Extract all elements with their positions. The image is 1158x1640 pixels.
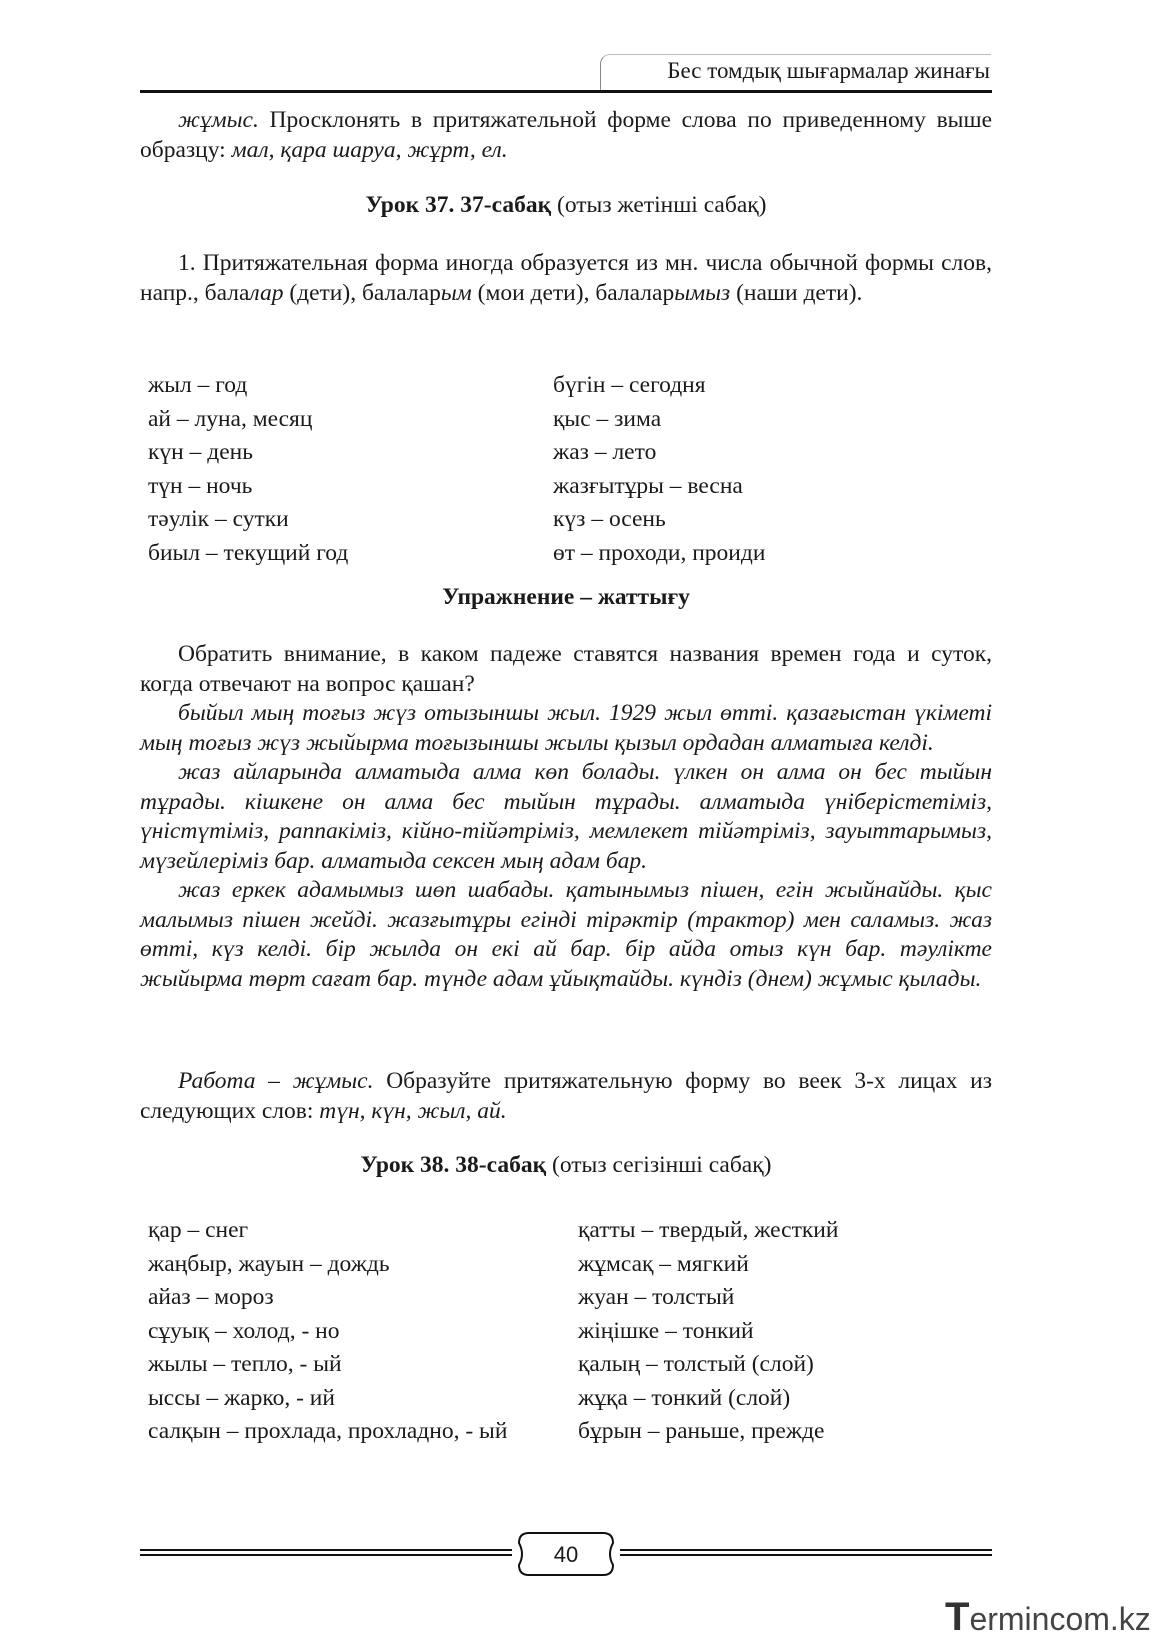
vocabulary-term-left: тәулік – сутки [148,506,289,532]
vocabulary-row [148,1248,948,1282]
italic-passage-3: жаз еркек адамымыз шөп шабады. қатынымыз пішен, егін жыйнайды. қыс малымыз пішен жейді. жазғытұры егінді тірәктір (трактор) мен саламыз. жаз өтті, күз келді. бір жылда он екі ай бар. бір айда отыз күн бар. тәулікте жыйырма төрт сағат бар. түнде адам ұйықтайды. күндіз (днем) жұмыс қылады. [140,877,992,992]
lesson-38-subtitle: (отыз сегізінші сабақ) [546,1152,772,1178]
intro-paragraph [140,106,992,165]
intro-italic-words: мал, қара шаруа, жұрт, ел. [231,136,508,163]
work-text: Образуйте притяжательную форму во веек 3-х лицах из следующих слов: [140,1068,992,1124]
vocabulary-term-left: салқын – прохлада, прохладно, - ый [148,1418,508,1444]
work-italic-words: түн, күн, жыл, ай. [319,1097,507,1124]
para1-text-3: (мои дети), балалар [471,279,675,306]
work-italic-lead: Работа – жұмыс. [178,1068,374,1094]
vocabulary-rows-2 [148,1214,948,1449]
vocabulary-list-1 [148,369,948,570]
vocabulary-term-right: бұрын – раньше, прежде [578,1418,825,1444]
lesson-37-subtitle: (отыз жетінші сабақ) [551,192,767,218]
vocabulary-term-left: ай – луна, месяц [148,405,313,432]
possessive-paragraph [140,249,992,308]
vocabulary-term-left: жаңбыр, жауын – дождь [148,1250,390,1277]
vocabulary-term-left: жыл – год [148,372,248,398]
exercise-heading: Упражнение – жаттығу [442,584,690,610]
vocabulary-row [148,1348,948,1382]
vocabulary-term-right: өт – проходи, проиди [553,539,766,566]
vocabulary-list-2 [148,1214,948,1449]
vocabulary-term-left: сұуық – холод, - но [148,1317,340,1344]
lesson-37-title: Урок 37. 37-сабақ [365,192,552,218]
vocabulary-row [148,403,948,437]
para1-italic-2: ым [440,279,472,306]
vocabulary-row [148,1281,948,1315]
italic-passage-1: быйыл мың тоғыз жүз отызыншы жыл. 1929 жыл өтті. қазағыстан үкіметі мың тоғыз жүз жыйырма тоғызыншы жылы қызыл ордадан алматыға келді. [140,700,992,756]
intro-text: Просклонять в притяжательной форме слова по приведенному выше образцу: [140,107,992,163]
lesson-38-heading [140,1152,992,1179]
watermark-rest: erminc [969,1601,1066,1637]
vocabulary-term-right: жаз – лето [553,439,657,465]
watermark-end: m.kz [1083,1601,1151,1637]
intro-italic-lead: жұмыс. [178,107,259,133]
vocabulary-row [148,1415,948,1449]
footer-rule-left [140,1549,512,1556]
vocabulary-term-right: жұмсақ – мягкий [578,1250,749,1277]
vocabulary-term-right: жазғытұры – весна [553,472,743,499]
vocabulary-row [148,1382,948,1416]
para1-text-4: (наши дети). [730,279,863,306]
vocabulary-term-left: түн – ночь [148,472,253,499]
vocabulary-row [148,369,948,403]
vocabulary-rows-1 [148,369,948,570]
watermark-t: T [945,1595,970,1639]
watermark-o: o [1065,1601,1084,1637]
vocabulary-term-left: ыссы – жарко, - ий [148,1384,335,1411]
vocabulary-term-right: қыс – зима [553,405,662,432]
vocabulary-term-right: бүгін – сегодня [553,372,706,398]
vocabulary-term-left: айаз – мороз [148,1284,274,1310]
vocabulary-term-right: күз – осень [553,506,666,532]
vocabulary-term-right: қалың – толстый (слой) [578,1351,814,1377]
page-number: 40 [553,1542,579,1567]
exercise-body [140,640,992,994]
vocabulary-row [148,503,948,537]
lesson-37-heading [140,192,992,219]
vocabulary-term-left: жылы – тепло, - ый [148,1351,342,1377]
vocabulary-term-right: жуан – толстый [578,1284,735,1310]
italic-passage-2: жаз айларында алматыда алма көп болады. үлкен он алма он бес тыйын тұрады. кішкене он алма бес тыйын тұрады. алматыда үніберістетіміз, үністүтіміз, раппакіміз, кійно-тійәтріміз, мемлекет тійәтріміз, зауыттарымыз, мүзейлеріміз бар. алматыда сексен мың адам бар. [140,759,992,874]
vocabulary-term-left: күн – день [148,439,253,465]
para1-italic-3: ымыз [674,279,731,306]
vocabulary-term-right: жіңішке – тонкий [578,1317,754,1344]
vocabulary-term-left: қар – снег [148,1217,249,1243]
running-header: Бес томдық шығармалар жинағы [667,58,990,83]
lesson-38-title: Урок 38. 38-сабақ [360,1152,547,1178]
vocabulary-row [148,1315,948,1349]
para1-text-2: (дети), балалар [283,279,441,306]
para1-italic-1: лар [249,279,284,306]
vocabulary-row [148,537,948,571]
vocabulary-term-left: биыл – текущий год [148,539,349,566]
vocabulary-term-right: жұқа – тонкий (слой) [578,1384,791,1411]
para1-text-1: 1. Притяжательная форма иногда образуется из мн. числа обычной формы слов, напр., бала [140,250,992,306]
header-rule [140,90,992,93]
exercise-instruction: Обратить внимание, в каком падеже ставятся названия времен года и суток, когда отвечают на вопрос қашан? [140,641,992,697]
vocabulary-row [148,470,948,504]
vocabulary-term-right: қатты – твердый, жесткий [578,1217,839,1243]
work-paragraph [140,1067,992,1126]
vocabulary-row [148,436,948,470]
termincom-watermark [945,1595,1151,1640]
vocabulary-row [148,1214,948,1248]
footer-rule-right [620,1549,992,1556]
